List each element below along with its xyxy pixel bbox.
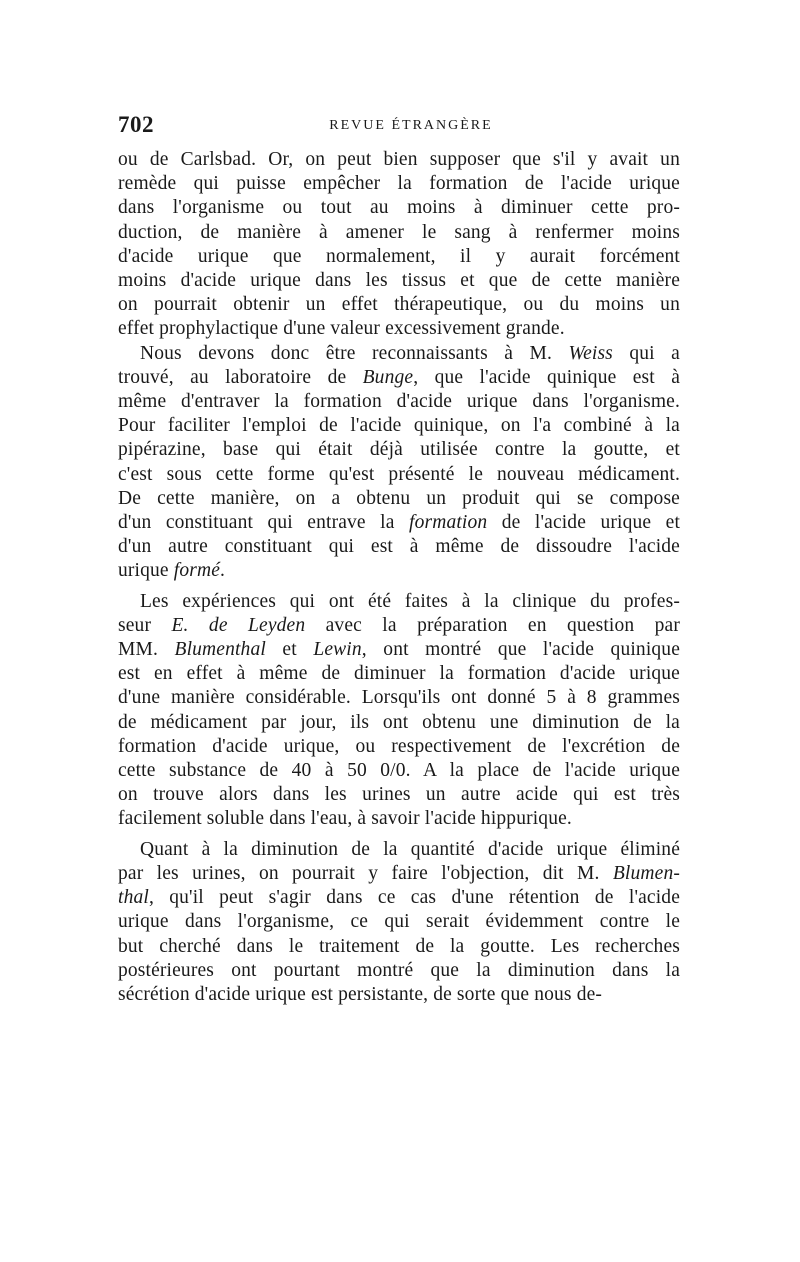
- text-line: ou de Carlsbad. Or, on peut bien supposer que s'il y avait un: [118, 149, 680, 170]
- text-line: urique dans l'organisme, ce qui serait évidemment contre le: [118, 911, 680, 933]
- paragraph: [118, 342, 680, 584]
- italic-text: Weiss: [568, 342, 613, 364]
- italic-text: Bunge: [362, 366, 414, 388]
- text-line: on trouve alors dans les urines un autre acide qui est très: [118, 784, 680, 806]
- text-line: but cherché dans le traitement de la goutte. Les recherches: [118, 935, 680, 957]
- text-line: thal, qu'il peut s'agir dans ce cas d'une rétention de l'acide: [118, 887, 680, 909]
- text-line: seur E. de Leyden avec la préparation en question par: [118, 614, 680, 636]
- text-line: cette substance de 40 à 50 0/0. A la place de l'acide urique: [118, 760, 680, 782]
- running-title: REVUE ÉTRANGÈRE: [329, 118, 493, 133]
- text-line: d'une manière considérable. Lorsqu'ils ont donné 5 à 8 grammes: [118, 687, 680, 709]
- text-line: urique formé.: [118, 560, 226, 582]
- page: [118, 112, 680, 1013]
- paragraph: [118, 148, 680, 342]
- page-header: [118, 112, 680, 142]
- text-line: effet prophylactique d'une valeur excessivement grande.: [118, 318, 565, 340]
- text-line: d'acide urique que normalement, il y aurait forcément: [118, 245, 680, 267]
- text-line: de médicament par jour, ils ont obtenu une diminution de la: [118, 711, 680, 733]
- text-line: duction, de manière à amener le sang à renfermer moins: [118, 221, 680, 243]
- page-number: 702: [118, 112, 154, 137]
- text-line: Les expériences qui ont été faites à la clinique du profes-: [140, 590, 680, 612]
- text-line: d'un constituant qui entrave la formation de l'acide urique et: [118, 512, 680, 534]
- text-line: remède qui puisse empêcher la formation de l'acide urique: [118, 173, 680, 195]
- paragraph: [118, 838, 680, 1007]
- italic-text: Blumenthal: [174, 639, 266, 661]
- italic-text: formé: [173, 560, 220, 582]
- text-line: formation d'acide urique, ou respectivement de l'excrétion de: [118, 735, 680, 757]
- italic-text: E. de Leyden: [171, 614, 306, 636]
- text-line: par les urines, on pourrait y faire l'objection, dit M. Blumen-: [118, 862, 680, 884]
- paragraph: [118, 590, 680, 832]
- text-line: moins d'acide urique dans les tissus et que de cette manière: [118, 270, 680, 292]
- text-line: dans l'organisme ou tout au moins à diminuer cette pro-: [118, 197, 680, 219]
- text-line: c'est sous cette forme qu'est présenté le nouveau médicament.: [118, 463, 680, 485]
- italic-text: thal: [118, 887, 149, 909]
- text-line: on pourrait obtenir un effet thérapeutique, ou du moins un: [118, 294, 680, 316]
- text-line: postérieures ont pourtant montré que la diminution dans la: [118, 959, 680, 981]
- text-line: pipérazine, base qui était déjà utilisée contre la goutte, et: [118, 439, 680, 461]
- italic-text: Lewin: [313, 639, 362, 661]
- body-text: [118, 148, 680, 1007]
- text-line: facilement soluble dans l'eau, à savoir l'acide hippurique.: [118, 808, 572, 830]
- text-line: Nous devons donc être reconnaissants à M. Weiss qui a: [140, 342, 680, 364]
- text-line: même d'entraver la formation d'acide urique dans l'organisme.: [118, 391, 680, 413]
- text-line: d'un autre constituant qui est à même de dissoudre l'acide: [118, 536, 680, 558]
- text-line: Quant à la diminution de la quantité d'acide urique éliminé: [140, 838, 680, 860]
- text-line: est en effet à même de diminuer la formation d'acide urique: [118, 663, 680, 685]
- text-line: De cette manière, on a obtenu un produit qui se compose: [118, 487, 680, 509]
- text-line: trouvé, au laboratoire de Bunge, que l'acide quinique est à: [118, 366, 680, 388]
- italic-text: formation: [409, 512, 488, 534]
- text-line: Pour faciliter l'emploi de l'acide quinique, on l'a combiné à la: [118, 415, 680, 437]
- text-line: MM. Blumenthal et Lewin, ont montré que l'acide quinique: [118, 639, 680, 661]
- text-line: sécrétion d'acide urique est persistante, de sorte que nous de-: [118, 983, 603, 1005]
- italic-text: Blumen-: [612, 862, 680, 884]
